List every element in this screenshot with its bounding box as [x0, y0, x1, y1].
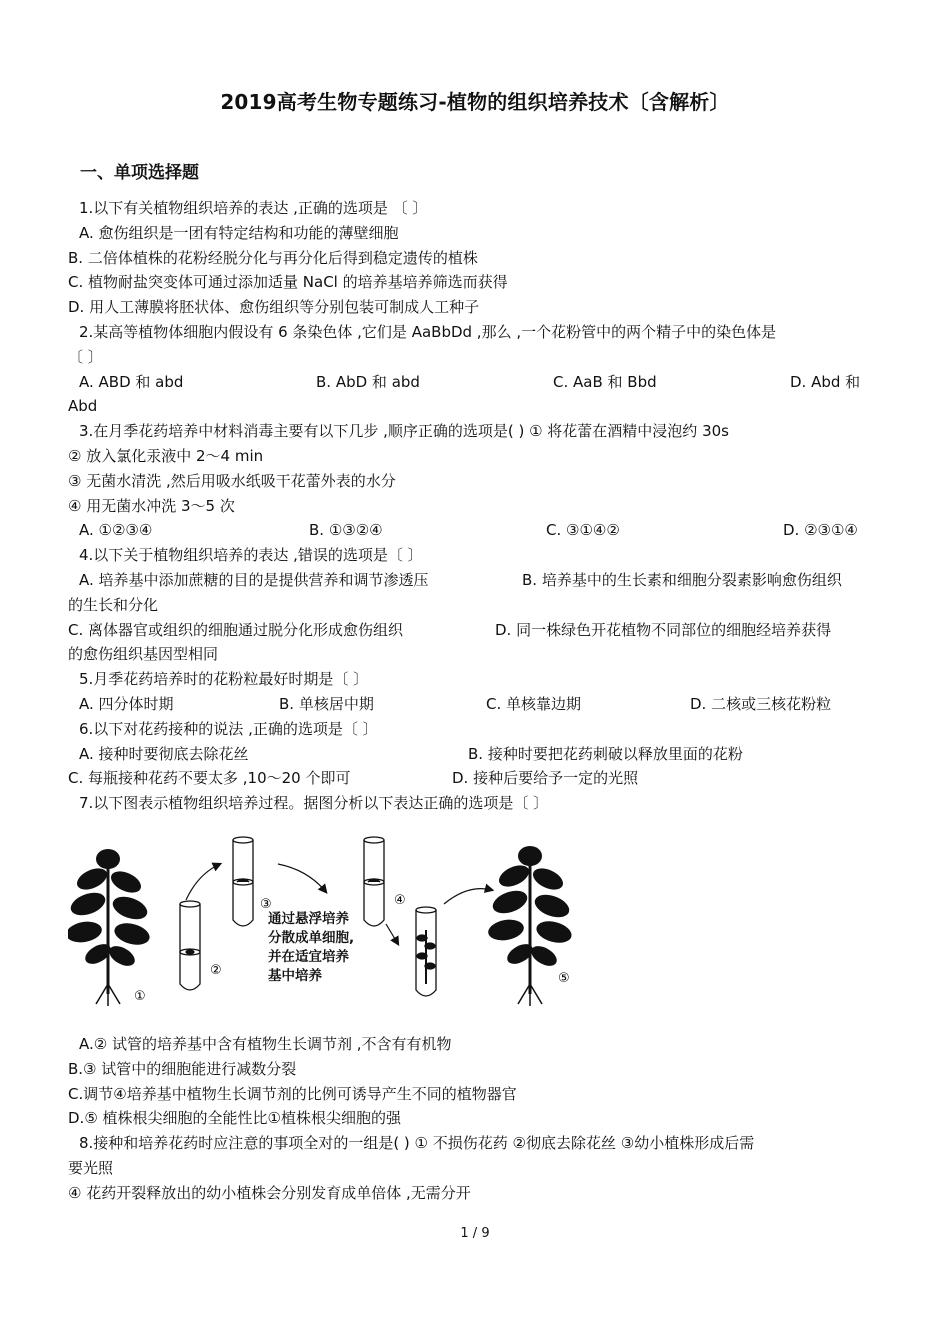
- q5-option-d: D. 二核或三核花粉粒: [690, 694, 832, 713]
- q2-option-b: B. AbD 和 abd: [316, 372, 420, 391]
- q4-option-d: D. 同一株绿色开花植物不同部位的细胞经培养获得: [495, 620, 832, 639]
- q8-stem-cont: 要光照: [68, 1158, 114, 1177]
- question-list: [68, 196, 888, 1206]
- figure-caption: [268, 910, 388, 986]
- q5-stem: 5.月季花药培养时的花粉粒最好时期是〔 〕: [79, 670, 369, 689]
- q6-options-ab: [68, 742, 888, 767]
- q3-option-b: B. ①③②④: [309, 521, 383, 540]
- figure-caption-line: 并在适宜培养: [268, 948, 349, 965]
- q8-stem: 8.接种和培养花药时应注意的事项全对的一组是( ) ① 不损伤花药 ②彻底去除花丝 ③幼小植株形成后需: [79, 1134, 755, 1153]
- q4-option-c: C. 离体器官或组织的细胞通过脱分化形成愈伤组织: [68, 620, 404, 639]
- q3-option-a: A. ①②③④: [79, 521, 153, 540]
- q3-option-c: C. ③①④②: [546, 521, 620, 540]
- figure-label-3: ③: [260, 896, 272, 912]
- q6-option-c: C. 每瓶接种花药不要太多 ,10～20 个即可: [68, 769, 351, 788]
- test-tube-2-icon: [180, 901, 200, 990]
- tissue-culture-figure: [68, 834, 588, 1014]
- q3-step-3: ③ 无菌水清洗 ,然后用吸水纸吸干花蕾外表的水分: [68, 471, 396, 490]
- figure-label-5: ⑤: [558, 970, 570, 986]
- q4-stem: 4.以下关于植物组织培养的表达 ,错误的选项是〔 〕: [79, 546, 423, 565]
- figure-caption-line: 分散成单细胞,: [268, 929, 355, 946]
- q5-option-c: C. 单核靠边期: [486, 694, 582, 713]
- q1-stem: 1.以下有关植物组织培养的表达 ,正确的选项是 〔 〕: [79, 199, 428, 217]
- q1-option-a: A. 愈伤组织是一团有特定结构和功能的薄壁细胞: [79, 223, 399, 242]
- q6-option-b: B. 接种时要把花药刺破以释放里面的花粉: [468, 744, 743, 763]
- q6-option-a: A. 接种时要彻底去除花丝: [79, 744, 249, 763]
- q3-option-d: D. ②③①④: [783, 521, 858, 540]
- figure-caption-line: 基中培养: [268, 967, 322, 984]
- q8-item-4: ④ 花药开裂释放出的幼小植株会分别发育成单倍体 ,无需分开: [68, 1183, 471, 1202]
- q6-stem: 6.以下对花药接种的说法 ,正确的选项是〔 〕: [79, 719, 378, 738]
- q4-option-b: B. 培养基中的生长素和细胞分裂素影响愈伤组织: [522, 570, 842, 589]
- q3-step-4: ④ 用无菌水冲洗 3～5 次: [68, 496, 235, 515]
- q3-options: [68, 518, 888, 543]
- q3-stem: 3.在月季花药培养中材料消毒主要有以下几步 ,顺序正确的选项是( ) ① 将花蕾在酒精中浸泡约 30s: [79, 422, 729, 441]
- q2-option-d-cont: Abd: [68, 397, 98, 416]
- q5-options: [68, 692, 888, 717]
- q7-stem: 7.以下图表示植物组织培养过程。据图分析以下表达正确的选项是〔 〕: [79, 794, 549, 813]
- q4-option-a: A. 培养基中添加蔗糖的目的是提供营养和调节渗透压: [79, 570, 429, 589]
- section-heading: 一、单项选择题: [80, 163, 199, 183]
- q6-options-cd: [68, 766, 888, 791]
- figure-label-4: ④: [394, 892, 406, 908]
- test-tube-3-icon: [233, 837, 253, 926]
- page-title: 2019高考生物专题练习-植物的组织培养技术〔含解析〕: [220, 90, 730, 114]
- page-number: 1 / 9: [460, 1226, 490, 1241]
- q6-option-d: D. 接种后要给予一定的光照: [452, 769, 639, 788]
- q2-stem-bracket: 〔 〕: [68, 347, 103, 366]
- q5-option-a: A. 四分体时期: [79, 694, 174, 713]
- q2-option-c: C. AaB 和 Bbd: [553, 372, 657, 391]
- plant-1-icon: [68, 849, 152, 1006]
- q2-stem: 2.某高等植物体细胞内假设有 6 条染色体 ,它们是 AaBbDd ,那么 ,一个花粉管中的两个精子中的染色体是: [79, 322, 777, 341]
- q7-option-b: B.③ 试管中的细胞能进行减数分裂: [68, 1059, 297, 1078]
- figure-label-2: ②: [210, 962, 222, 978]
- q7-option-c: C.调节④培养基中植物生长调节剂的比例可诱导产生不同的植物器官: [68, 1084, 517, 1103]
- figure-caption-line: 通过悬浮培养: [268, 910, 349, 927]
- q2-options: [68, 370, 888, 395]
- q5-option-b: B. 单核居中期: [279, 694, 374, 713]
- q4-options-cd: [68, 618, 888, 643]
- q2-option-d: D. Abd 和: [790, 372, 861, 391]
- q3-step-2: ② 放入氯化汞液中 2～4 min: [68, 446, 264, 465]
- q1-option-b: B. 二倍体植株的花粉经脱分化与再分化后得到稳定遗传的植株: [68, 248, 478, 267]
- q7-option-d: D.⑤ 植株根尖细胞的全能性比①植株根尖细胞的强: [68, 1109, 401, 1128]
- figure-label-1: ①: [134, 988, 146, 1004]
- q7-option-a: A.② 试管的培养基中含有植物生长调节剂 ,不含有有机物: [79, 1034, 452, 1053]
- test-tube-plantlet-icon: [416, 907, 436, 996]
- q1-option-c: C. 植物耐盐突变体可通过添加适量 NaCl 的培养基培养筛选而获得: [68, 273, 508, 292]
- q4-option-d-cont: 的愈伤组织基因型相同: [68, 645, 219, 664]
- q1-option-d: D. 用人工薄膜将胚状体、愈伤组织等分别包装可制成人工种子: [68, 298, 480, 317]
- q2-option-a: A. ABD 和 abd: [79, 372, 184, 391]
- q4-options-ab: [68, 568, 888, 593]
- q4-option-b-cont: 的生长和分化: [68, 595, 159, 614]
